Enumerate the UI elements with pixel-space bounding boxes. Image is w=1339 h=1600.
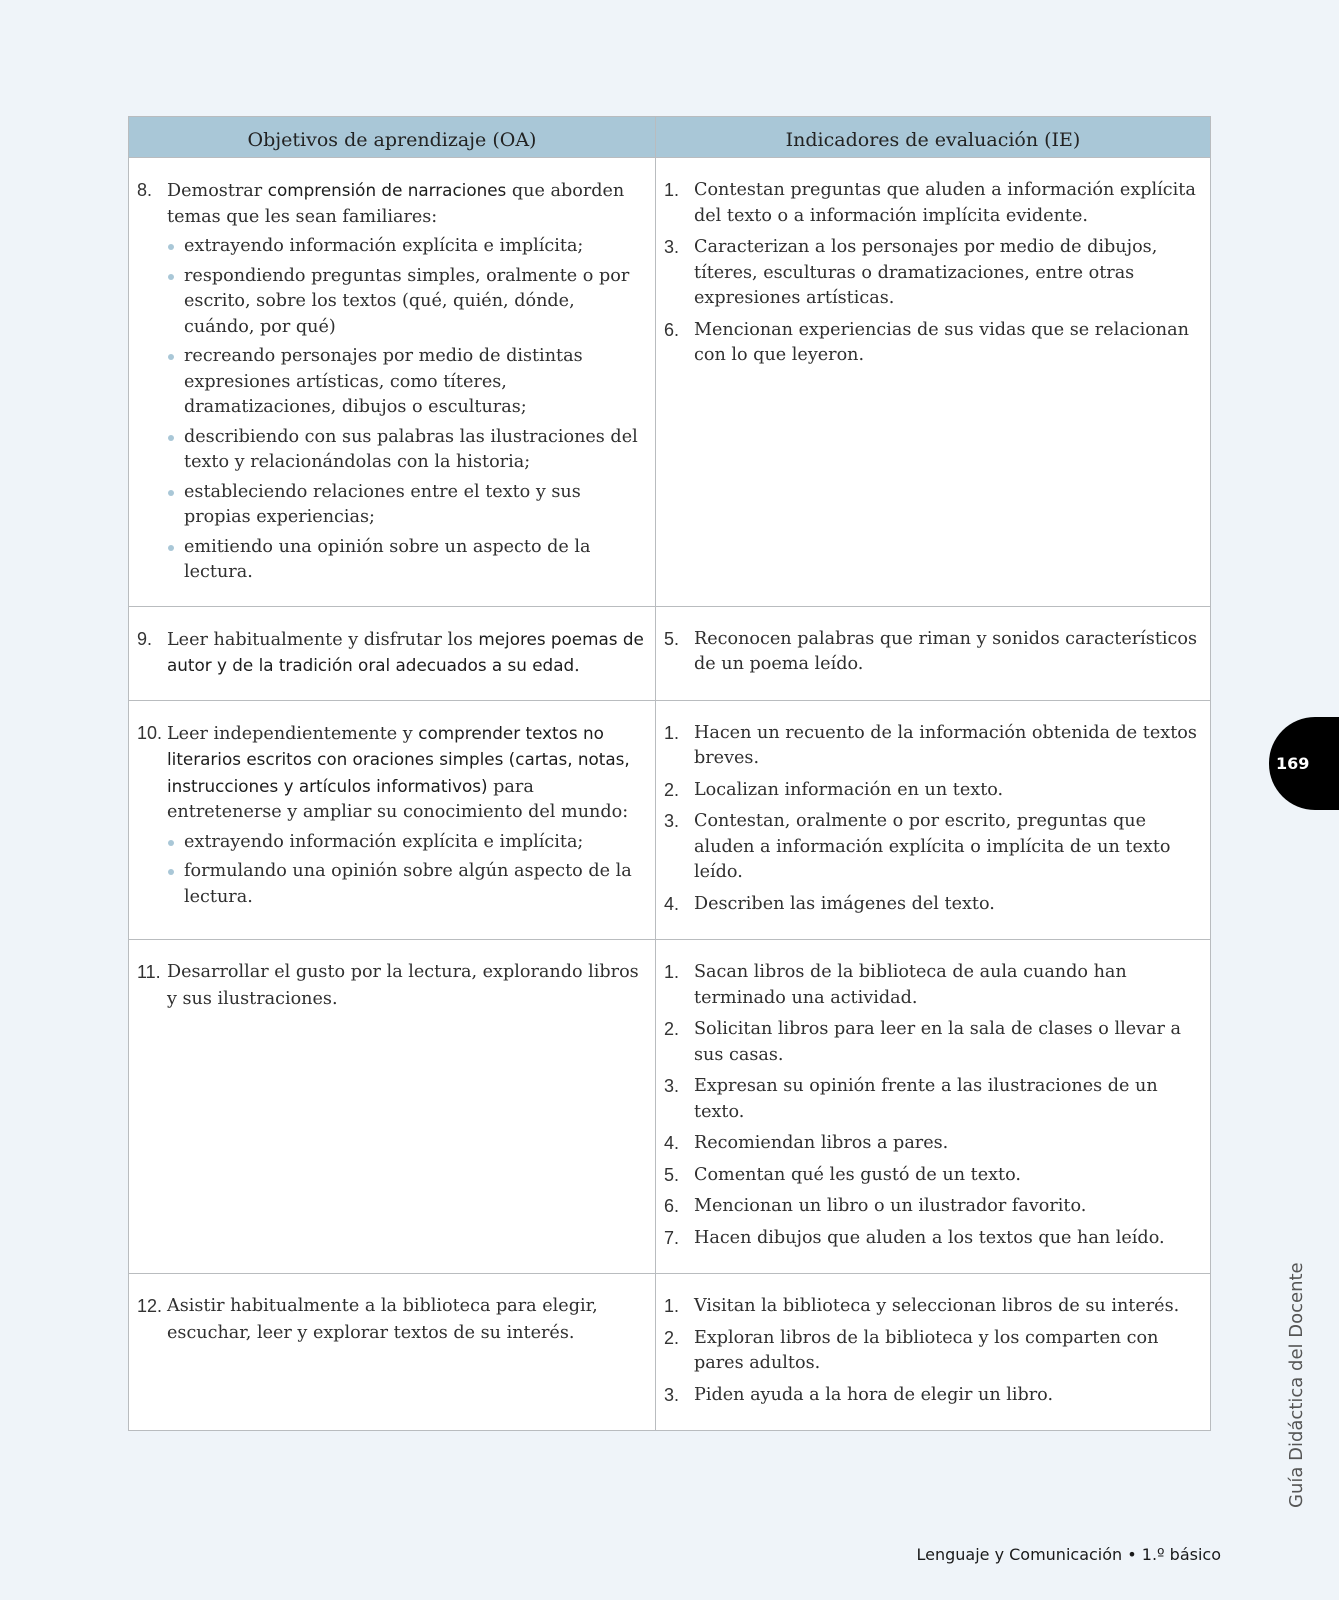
ie-text: Hacen dibujos que aluden a los textos que han leído. bbox=[694, 1227, 1165, 1248]
oa-text-highlight: mejores poemas de autor y de la tradición oral adecuados a su edad bbox=[167, 628, 644, 675]
ie-number: 4. bbox=[664, 893, 680, 914]
oa-bullet-item: describiendo con sus palabras las ilustraciones del texto y relacionándolas con la historia; bbox=[167, 425, 647, 476]
header-ie: Indicadores de evaluación (IE) bbox=[656, 117, 1211, 158]
ie-text: Expresan su opinión frente a las ilustraciones de un texto. bbox=[694, 1076, 1158, 1122]
ie-text: Solicitan libros para leer en la sala de clases o llevar a sus casas. bbox=[694, 1019, 1182, 1065]
footer: Lenguaje y Comunicación • 1.º básico bbox=[916, 1545, 1221, 1564]
oa-text-pre: Asistir habitualmente a la biblioteca para elegir, escuchar, leer y explorar textos de su interés. bbox=[167, 1296, 598, 1343]
ie-number: 7. bbox=[664, 1227, 680, 1248]
oa-text bbox=[167, 960, 647, 1012]
oa-bullet-item: formulando una opinión sobre algún aspecto de la lectura. bbox=[167, 859, 647, 910]
header-oa: Objetivos de aprendizaje (OA) bbox=[129, 117, 656, 158]
side-title: Guía Didáctica del Docente bbox=[1286, 1262, 1307, 1508]
ie-cell bbox=[656, 158, 1211, 607]
oa-objective bbox=[137, 721, 647, 915]
table-row bbox=[129, 940, 1211, 1274]
oa-number: 8. bbox=[137, 180, 153, 200]
oa-objective bbox=[137, 627, 647, 680]
oa-objective bbox=[137, 1294, 647, 1346]
oa-text-post: . bbox=[574, 656, 580, 676]
oa-text-post: para entretenerse y ampliar su conocimiento del mundo: bbox=[167, 776, 629, 822]
ie-item bbox=[664, 1226, 1202, 1252]
ie-cell bbox=[656, 1274, 1211, 1431]
oa-objective bbox=[137, 178, 647, 590]
ie-item bbox=[664, 892, 1202, 918]
page-number: 169 bbox=[1276, 754, 1310, 773]
oa-bullet-item: emitiendo una opinión sobre un aspecto de la lectura. bbox=[167, 535, 647, 586]
oa-objective bbox=[137, 960, 647, 1012]
ie-item bbox=[664, 1383, 1202, 1409]
oa-number: 10. bbox=[137, 722, 163, 743]
ie-text: Localizan información en un texto. bbox=[694, 779, 1004, 800]
curriculum-table-container bbox=[128, 116, 1210, 1431]
oa-number: 9. bbox=[137, 628, 153, 649]
table-row bbox=[129, 158, 1211, 607]
ie-number: 3. bbox=[664, 811, 680, 831]
ie-list bbox=[664, 721, 1202, 918]
ie-item bbox=[664, 778, 1202, 804]
oa-cell bbox=[129, 1274, 656, 1431]
ie-item bbox=[664, 1326, 1202, 1377]
ie-number: 3. bbox=[664, 237, 680, 257]
ie-item bbox=[664, 1131, 1202, 1157]
curriculum-table bbox=[128, 116, 1211, 1431]
ie-text: Reconocen palabras que riman y sonidos característicos de un poema leído. bbox=[694, 628, 1198, 674]
oa-text bbox=[167, 721, 647, 915]
ie-number: 2. bbox=[664, 779, 680, 800]
ie-text: Recomiendan libros a pares. bbox=[694, 1133, 949, 1153]
oa-cell bbox=[129, 700, 656, 940]
oa-cell bbox=[129, 940, 656, 1274]
ie-item bbox=[664, 721, 1202, 772]
ie-number: 6. bbox=[664, 319, 680, 340]
ie-number: 5. bbox=[664, 1164, 680, 1185]
ie-item bbox=[664, 318, 1202, 369]
oa-bullet-list bbox=[167, 234, 647, 586]
ie-number: 6. bbox=[664, 1196, 680, 1216]
ie-number: 5. bbox=[664, 628, 680, 649]
oa-bullet-item: respondiendo preguntas simples, oralmente o por escrito, sobre los textos (qué, quién, dónde, cuándo, por qué) bbox=[167, 264, 647, 341]
oa-text-pre: Demostrar bbox=[167, 181, 268, 201]
ie-text: Caracterizan a los personajes por medio de dibujos, títeres, esculturas o dramatizaciones, entre otras expresiones artísticas. bbox=[694, 237, 1158, 308]
oa-text bbox=[167, 627, 647, 680]
ie-text: Exploran libros de la biblioteca y los comparten con pares adultos. bbox=[694, 1327, 1159, 1373]
ie-text: Mencionan un libro o un ilustrador favorito. bbox=[694, 1196, 1087, 1216]
ie-item bbox=[664, 1074, 1202, 1125]
page-number-tab bbox=[1269, 717, 1339, 810]
ie-list bbox=[664, 178, 1202, 369]
ie-item bbox=[664, 809, 1202, 886]
ie-number: 4. bbox=[664, 1133, 680, 1153]
ie-list bbox=[664, 960, 1202, 1251]
ie-number: 3. bbox=[664, 1384, 680, 1405]
oa-bullet-item: extrayendo información explícita e implícita; bbox=[167, 234, 647, 260]
ie-number: 3. bbox=[664, 1076, 680, 1096]
table-row bbox=[129, 700, 1211, 940]
ie-list bbox=[664, 627, 1202, 678]
ie-item bbox=[664, 1194, 1202, 1220]
oa-text-post: que aborden temas que les sean familiares: bbox=[167, 181, 625, 227]
ie-text: Hacen un recuento de la información obtenida de textos breves. bbox=[694, 722, 1197, 768]
ie-text: Sacan libros de la biblioteca de aula cuando han terminado una actividad. bbox=[694, 962, 1127, 1008]
oa-bullet-list bbox=[167, 830, 647, 911]
oa-bullet-item: estableciendo relaciones entre el texto y sus propias experiencias; bbox=[167, 480, 647, 531]
ie-item bbox=[664, 1017, 1202, 1068]
ie-text: Visitan la biblioteca y seleccionan libros de su interés. bbox=[694, 1296, 1180, 1316]
ie-item bbox=[664, 627, 1202, 678]
ie-text: Comentan qué les gustó de un texto. bbox=[694, 1164, 1021, 1185]
table-row bbox=[129, 1274, 1211, 1431]
ie-number: 1. bbox=[664, 962, 680, 982]
ie-cell bbox=[656, 700, 1211, 940]
oa-text-pre: Leer habitualmente y disfrutar los bbox=[167, 629, 479, 650]
ie-text: Contestan, oralmente o por escrito, preguntas que aluden a información explícita o implícita de un texto leído. bbox=[694, 811, 1171, 882]
oa-cell bbox=[129, 606, 656, 700]
oa-bullet-item: extrayendo información explícita e implícita; bbox=[167, 830, 647, 856]
ie-number: 1. bbox=[664, 722, 680, 743]
oa-text-highlight: comprensión de narraciones bbox=[267, 180, 507, 200]
ie-item bbox=[664, 960, 1202, 1011]
ie-cell bbox=[656, 606, 1211, 700]
oa-number: 12. bbox=[137, 1296, 163, 1316]
oa-text bbox=[167, 178, 647, 590]
ie-item bbox=[664, 1294, 1202, 1320]
ie-item bbox=[664, 235, 1202, 312]
ie-item bbox=[664, 178, 1202, 229]
ie-item bbox=[664, 1163, 1202, 1189]
ie-list bbox=[664, 1294, 1202, 1408]
oa-text-pre: Leer independientemente y bbox=[167, 723, 419, 744]
oa-text-highlight: comprender textos no literarios escritos con oraciones simples (cartas, notas, instrucciones y artículos informativos) bbox=[167, 722, 630, 796]
ie-number: 2. bbox=[664, 1327, 680, 1348]
ie-text: Mencionan experiencias de sus vidas que se relacionan con lo que leyeron. bbox=[694, 319, 1189, 365]
oa-number: 11. bbox=[137, 962, 161, 982]
oa-text-pre: Desarrollar el gusto por la lectura, explorando libros y sus ilustraciones. bbox=[167, 962, 639, 1009]
ie-text: Contestan preguntas que aluden a información explícita del texto o a información implícita evidente. bbox=[694, 180, 1196, 226]
table-row bbox=[129, 606, 1211, 700]
ie-text: Piden ayuda a la hora de elegir un libro. bbox=[694, 1384, 1054, 1405]
oa-bullet-item: recreando personajes por medio de distintas expresiones artísticas, como títeres, dramatizaciones, dibujos o esculturas; bbox=[167, 344, 647, 421]
ie-number: 2. bbox=[664, 1019, 680, 1039]
table-header-row bbox=[129, 117, 1211, 158]
ie-cell bbox=[656, 940, 1211, 1274]
ie-number: 1. bbox=[664, 180, 680, 200]
oa-cell bbox=[129, 158, 656, 607]
oa-text bbox=[167, 1294, 647, 1346]
ie-number: 1. bbox=[664, 1296, 680, 1316]
ie-text: Describen las imágenes del texto. bbox=[694, 893, 995, 914]
